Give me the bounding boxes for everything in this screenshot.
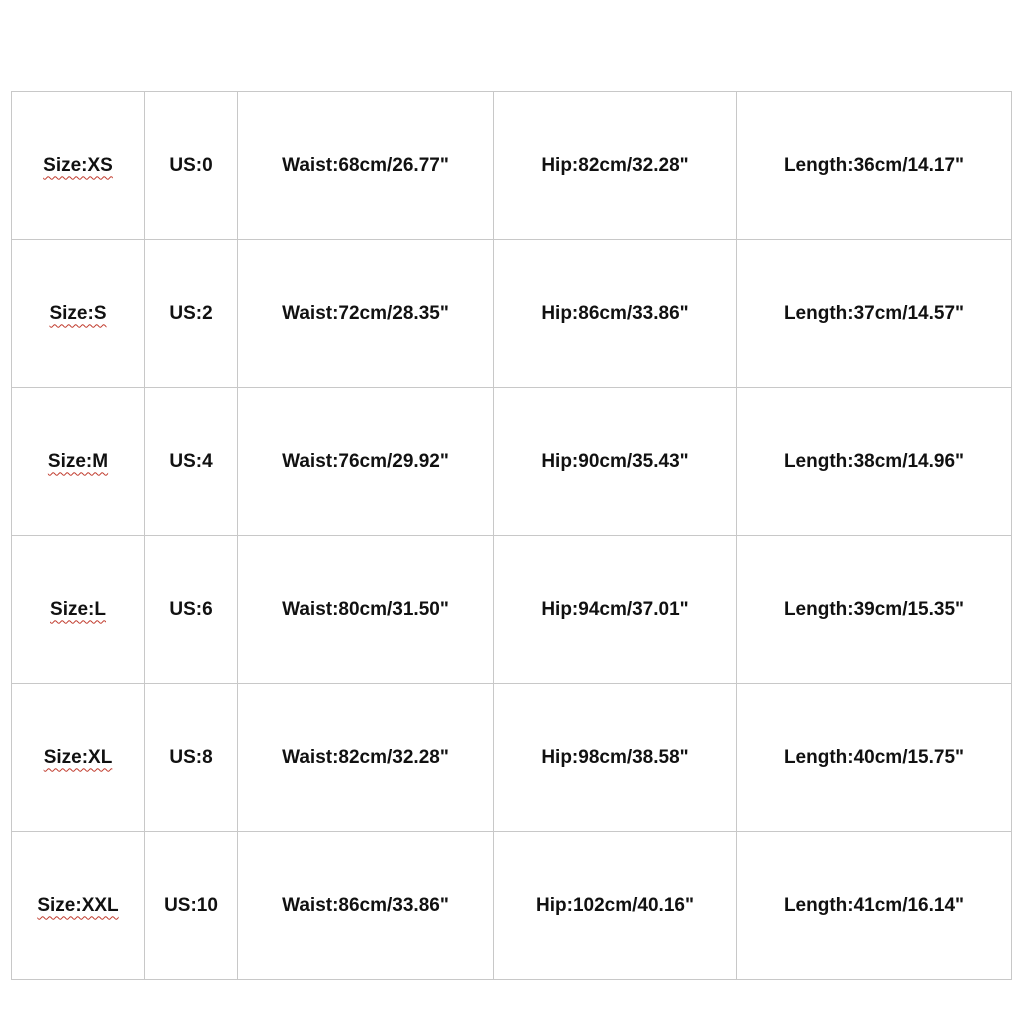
table-row [12,92,1012,240]
us-size-cell: US:4 [145,388,238,536]
size-label: Size:XS [43,154,113,176]
size-label: Size:M [47,450,109,472]
table-row [12,388,1012,536]
size-label: Size:XL [43,746,113,768]
waist-cell: Waist:86cm/33.86" [238,832,494,980]
us-size-cell: US:10 [145,832,238,980]
length-cell: Length:36cm/14.17" [737,92,1012,240]
us-size-cell: US:0 [145,92,238,240]
size-label: Size:XXL [37,894,119,916]
size-label: Size:L [50,598,106,620]
hip-cell: Hip:86cm/33.86" [494,240,737,388]
size-chart-body [12,92,1012,980]
waist-cell: Waist:80cm/31.50" [238,536,494,684]
hip-cell: Hip:94cm/37.01" [494,536,737,684]
size-cell [12,388,145,536]
size-cell [12,832,145,980]
length-cell: Length:37cm/14.57" [737,240,1012,388]
waist-cell: Waist:72cm/28.35" [238,240,494,388]
table-row [12,832,1012,980]
waist-cell: Waist:82cm/32.28" [238,684,494,832]
hip-cell: Hip:98cm/38.58" [494,684,737,832]
size-cell [12,684,145,832]
length-cell: Length:39cm/15.35" [737,536,1012,684]
size-cell [12,536,145,684]
us-size-cell: US:6 [145,536,238,684]
table-row [12,684,1012,832]
length-cell: Length:40cm/15.75" [737,684,1012,832]
us-size-cell: US:2 [145,240,238,388]
waist-cell: Waist:76cm/29.92" [238,388,494,536]
waist-cell: Waist:68cm/26.77" [238,92,494,240]
hip-cell: Hip:102cm/40.16" [494,832,737,980]
size-cell [12,240,145,388]
size-chart-table [11,91,1012,980]
table-row [12,536,1012,684]
hip-cell: Hip:82cm/32.28" [494,92,737,240]
table-row [12,240,1012,388]
size-cell [12,92,145,240]
us-size-cell: US:8 [145,684,238,832]
size-label: Size:S [49,302,107,324]
length-cell: Length:38cm/14.96" [737,388,1012,536]
length-cell: Length:41cm/16.14" [737,832,1012,980]
hip-cell: Hip:90cm/35.43" [494,388,737,536]
